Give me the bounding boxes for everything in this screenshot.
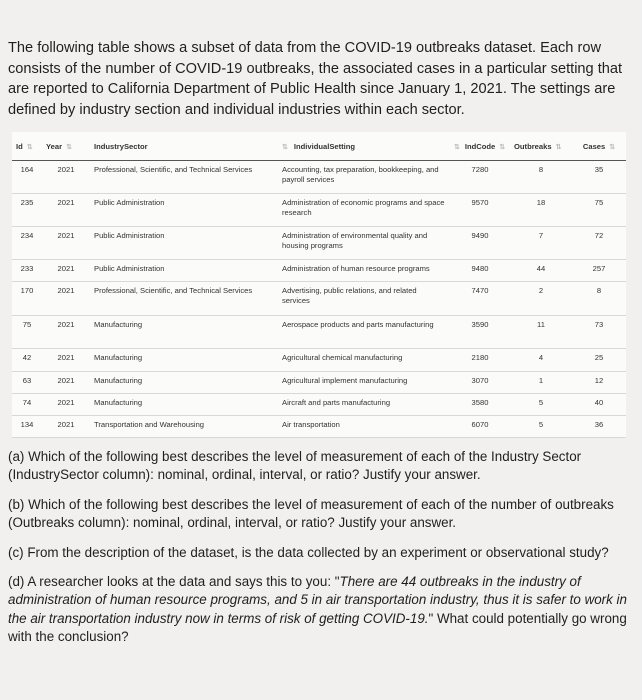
table-row [12, 194, 626, 227]
questions-section [8, 448, 634, 658]
cell-individual-setting: Agricultural implement manufacturing [278, 372, 450, 394]
cell-individual-setting: Aerospace products and parts manufacturing [278, 316, 450, 349]
cell-id: 233 [12, 260, 42, 282]
column-header-year[interactable]: Year ⇅ [42, 132, 90, 161]
cell-individual-setting: Aircraft and parts manufacturing [278, 394, 450, 416]
cell-cases: 72 [572, 227, 626, 260]
question-d: (d) A researcher looks at the data and says this to you: "There are 44 outbreaks in the industry of administration of human resource programs, and 5 in air transportation industry, thus it is safer to work in the air transportation industry now in terms of risk of getting COVID-19." What could potentially go wrong with the conclusion? [8, 574, 627, 645]
cell-cases: 40 [572, 394, 626, 416]
table-row [12, 372, 626, 394]
cell-id: 234 [12, 227, 42, 260]
cell-outbreaks: 11 [510, 316, 572, 349]
cell-ind-code: 7470 [450, 282, 510, 316]
cell-industry-sector: Manufacturing [90, 349, 278, 372]
table-row [12, 316, 626, 349]
cell-outbreaks: 7 [510, 227, 572, 260]
cell-outbreaks: 4 [510, 349, 572, 372]
cell-id: 42 [12, 349, 42, 372]
cell-cases: 36 [572, 416, 626, 438]
cell-outbreaks: 5 [510, 394, 572, 416]
cell-year: 2021 [42, 194, 90, 227]
cell-cases: 73 [572, 316, 626, 349]
table-row [12, 349, 626, 372]
cell-cases: 8 [572, 282, 626, 316]
table-row [12, 282, 626, 316]
cell-cases: 35 [572, 161, 626, 194]
sort-icon[interactable]: ⇅ [26, 143, 33, 151]
cell-industry-sector: Professional, Scientific, and Technical Services [90, 282, 278, 316]
cell-ind-code: 6070 [450, 416, 510, 438]
cell-year: 2021 [42, 349, 90, 372]
cell-year: 2021 [42, 227, 90, 260]
question-a: (a) Which of the following best describes the level of measurement of each of the Industry Sector (IndustrySector column): nominal, ordinal, interval, or ratio? Justify your answer. [8, 449, 582, 483]
intro-paragraph: The following table shows a subset of data from the COVID-19 outbreaks dataset. Each row consists of the number of COVID-19 outbreaks, the associated cases in a particular setting that are reported to California Department of Public Health since January 1, 2021. The settings are defined by industry section and individual industries within each sector. [8, 40, 623, 118]
cell-industry-sector: Public Administration [90, 227, 278, 260]
cell-ind-code: 3580 [450, 394, 510, 416]
cell-outbreaks: 1 [510, 372, 572, 394]
cell-industry-sector: Transportation and Warehousing [90, 416, 278, 438]
cell-year: 2021 [42, 161, 90, 194]
column-header-industry-sector[interactable]: IndustrySector [90, 132, 278, 161]
cell-individual-setting: Air transportation [278, 416, 450, 438]
column-header-outbreaks[interactable]: Outbreaks ⇅ [510, 132, 572, 161]
cell-industry-sector: Manufacturing [90, 394, 278, 416]
table-row [12, 161, 626, 194]
cell-industry-sector: Public Administration [90, 194, 278, 227]
cell-id: 134 [12, 416, 42, 438]
cell-industry-sector: Public Administration [90, 260, 278, 282]
table-row [12, 394, 626, 416]
table-header-row [12, 132, 626, 161]
cell-outbreaks: 44 [510, 260, 572, 282]
cell-cases: 12 [572, 372, 626, 394]
column-header-individual-setting[interactable]: ⇅ IndividualSetting [278, 132, 450, 161]
cell-id: 63 [12, 372, 42, 394]
cell-ind-code: 9480 [450, 260, 510, 282]
cell-industry-sector: Professional, Scientific, and Technical Services [90, 161, 278, 194]
cell-ind-code: 3070 [450, 372, 510, 394]
researcher-quote: There are 44 outbreaks in the industry of administration of human resource programs, and 5 in air transportation industry, thus it is safer to work in the air transportation industry now in terms of risk of getting COVID-19. [8, 574, 627, 626]
cell-year: 2021 [42, 260, 90, 282]
cell-id: 75 [12, 316, 42, 349]
cell-ind-code: 7280 [450, 161, 510, 194]
column-header-ind-code[interactable]: ⇅ IndCode ⇅ [450, 132, 510, 161]
cell-cases: 75 [572, 194, 626, 227]
cell-cases: 257 [572, 260, 626, 282]
cell-year: 2021 [42, 282, 90, 316]
cell-individual-setting: Agricultural chemical manufacturing [278, 349, 450, 372]
column-header-cases[interactable]: Cases ⇅ [572, 132, 626, 161]
sort-icon[interactable]: ⇅ [66, 143, 72, 151]
cell-ind-code: 9490 [450, 227, 510, 260]
cell-ind-code: 9570 [450, 194, 510, 227]
column-header-id[interactable]: Id ⇅ [12, 132, 42, 161]
question-c: (c) From the description of the dataset, is the data collected by an experiment or observational study? [8, 544, 609, 560]
cell-individual-setting: Administration of environmental quality and housing programs [278, 227, 450, 260]
table-row [12, 416, 626, 438]
cell-ind-code: 3590 [450, 316, 510, 349]
cell-year: 2021 [42, 316, 90, 349]
sort-icon[interactable]: ⇅ [282, 143, 288, 151]
table-row [12, 227, 626, 260]
cell-individual-setting: Administration of economic programs and space research [278, 194, 450, 227]
cell-year: 2021 [42, 416, 90, 438]
sort-icon[interactable]: ⇅ [499, 143, 506, 151]
cell-id: 74 [12, 394, 42, 416]
cell-individual-setting: Administration of human resource programs [278, 260, 450, 282]
cell-year: 2021 [42, 394, 90, 416]
sort-icon[interactable]: ⇅ [454, 143, 460, 151]
sort-icon[interactable]: ⇅ [555, 143, 562, 151]
cell-outbreaks: 8 [510, 161, 572, 194]
cell-cases: 25 [572, 349, 626, 372]
cell-industry-sector: Manufacturing [90, 316, 278, 349]
cell-year: 2021 [42, 372, 90, 394]
table-row [12, 260, 626, 282]
cell-id: 170 [12, 282, 42, 316]
cell-id: 235 [12, 194, 42, 227]
cell-industry-sector: Manufacturing [90, 372, 278, 394]
cell-outbreaks: 18 [510, 194, 572, 227]
outbreaks-table [12, 132, 626, 438]
sort-icon[interactable]: ⇅ [609, 143, 616, 151]
cell-outbreaks: 5 [510, 416, 572, 438]
data-table-container [12, 132, 626, 437]
question-b: (b) Which of the following best describes the level of measurement of each of the number of outbreaks (Outbreaks column): nominal, ordinal, interval, or ratio? Justify your answer. [8, 496, 614, 531]
cell-individual-setting: Advertising, public relations, and related services [278, 282, 450, 316]
cell-ind-code: 2180 [450, 349, 510, 372]
cell-outbreaks: 2 [510, 282, 572, 316]
cell-id: 164 [12, 161, 42, 194]
cell-individual-setting: Accounting, tax preparation, bookkeeping, and payroll services [278, 161, 450, 194]
